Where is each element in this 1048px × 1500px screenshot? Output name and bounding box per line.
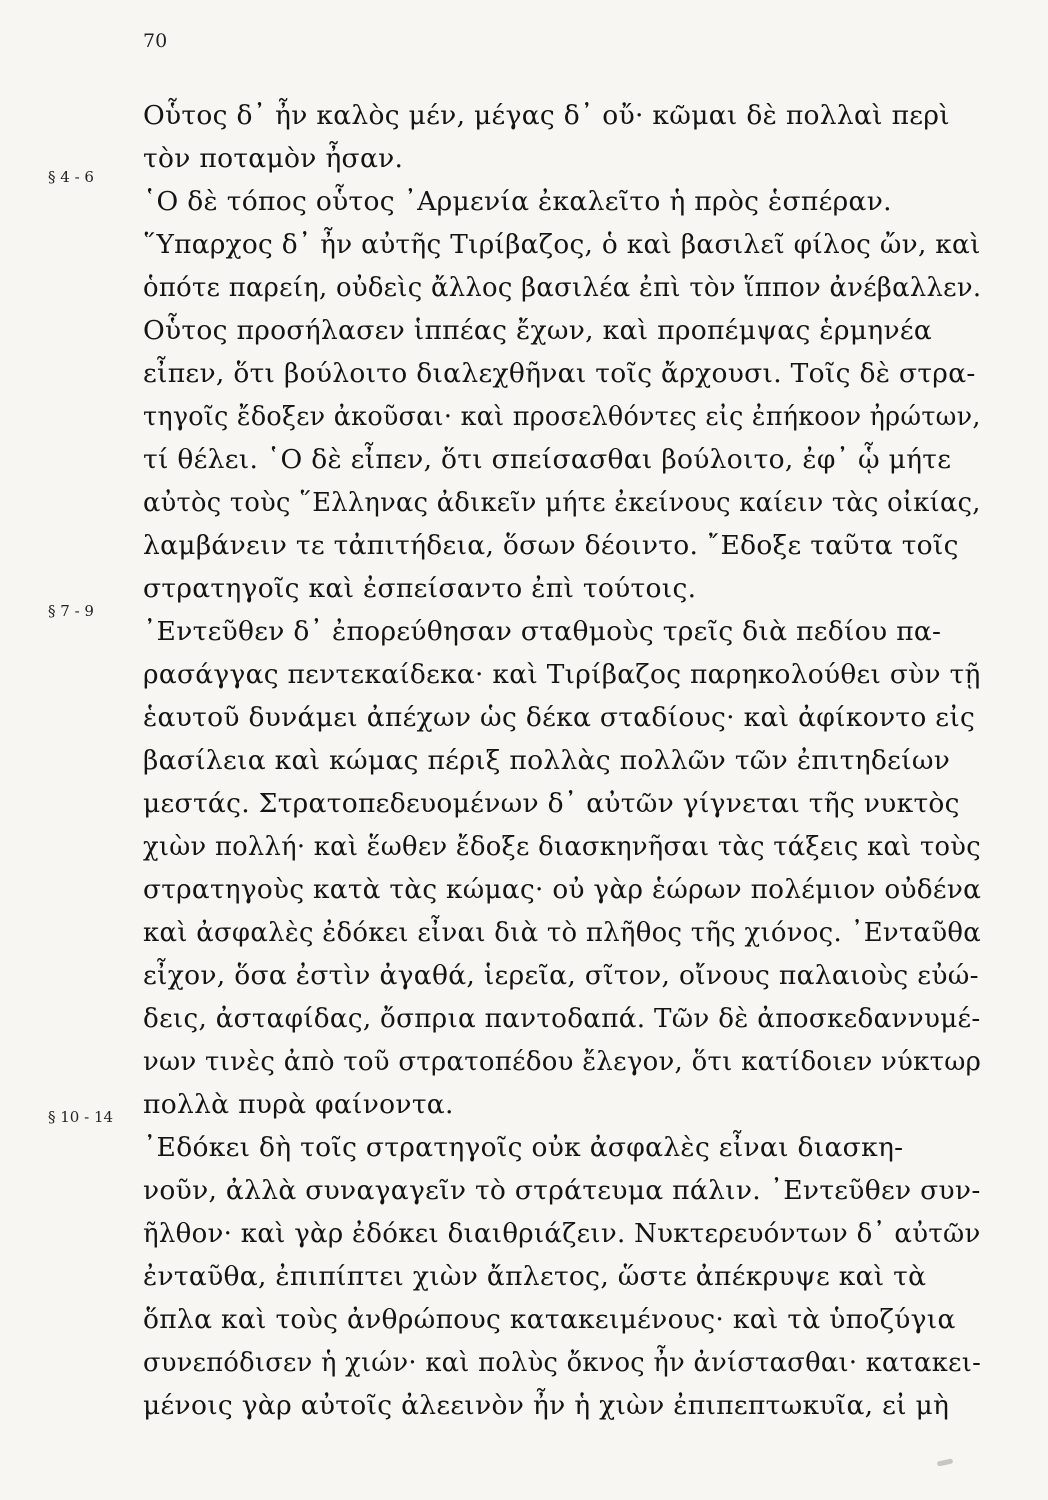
text-line: ὁπότε παρείη, οὐδεὶς ἄλλος βασιλέα ἐπὶ τὸν ἵππον ἀνέβαλλεν. (143, 272, 982, 303)
text-line: μεστάς. Στρατοπεδευομένων δ᾽ αὐτῶν γίγνεται τῆς νυκτὸς (143, 788, 960, 819)
text-line: ᾽Εντεῦθεν δ᾽ ἐπορεύθησαν σταθμοὺς τρεῖς διὰ πεδίου πα- (143, 616, 942, 647)
text-line: Οὗτος δ᾽ ἦν καλὸς μέν, μέγας δ᾽ οὔ· κῶμαι δὲ πολλαὶ περὶ (143, 100, 950, 131)
text-line: νων τινὲς ἀπὸ τοῦ στρατοπέδου ἔλεγον, ὅτι κατίδοιεν νύκτωρ (143, 1046, 982, 1077)
text-line: ῾Ο δὲ τόπος οὗτος ᾽Αρμενία ἐκαλεῖτο ἡ πρὸς ἑσπέραν. (143, 186, 892, 217)
text-line: ὅπλα καὶ τοὺς ἀνθρώπους κατακειμένους· καὶ τὰ ὑποζύγια (143, 1304, 956, 1335)
text-line: στρατηγοῖς καὶ ἐσπείσαντο ἐπὶ τούτοις. (143, 573, 697, 604)
text-line: δεις, ἀσταφίδας, ὄσπρια παντοδαπά. Τῶν δὲ ἀποσκεδαννυμέ- (143, 1003, 981, 1034)
text-line: ῞Υπαρχος δ᾽ ἦν αὐτῆς Τιρίβαζος, ὁ καὶ βασιλεῖ φίλος ὤν, καὶ (143, 229, 981, 260)
text-line: συνεπόδισεν ἡ χιών· καὶ πολὺς ὄκνος ἦν ἀνίστασθαι· κατακει- (143, 1347, 982, 1378)
text-line: στρατηγοὺς κατὰ τὰς κώμας· οὐ γὰρ ἑώρων πολέμιον οὐδένα (143, 874, 982, 905)
ink-smudge (937, 1458, 954, 1466)
text-line: ρασάγγας πεντεκαίδεκα· καὶ Τιρίβαζος παρηκολούθει σὺν τῇ (143, 659, 981, 690)
text-line: τὸν ποταμὸν ἦσαν. (143, 143, 404, 174)
text-line: χιὼν πολλή· καὶ ἕωθεν ἔδοξε διασκηνῆσαι τὰς τάξεις καὶ τοὺς (143, 831, 981, 862)
text-line: καὶ ἀσφαλὲς ἐδόκει εἶναι διὰ τὸ πλῆθος τῆς χιόνος. ᾽Ενταῦθα (143, 917, 982, 948)
text-line: εἶχον, ὅσα ἐστὶν ἀγαθά, ἱερεῖα, σῖτον, οἴνους παλαιοὺς εὐώ- (143, 960, 979, 991)
section-marker-7-9: § 7 - 9 (48, 602, 94, 620)
text-line: τηγοῖς ἔδοξεν ἀκοῦσαι· καὶ προσελθόντες εἰς ἐπήκοον ἠρώτων, (143, 401, 981, 432)
text-line: ᾽Εδόκει δὴ τοῖς στρατηγοῖς οὐκ ἀσφαλὲς εἶναι διασκη- (143, 1132, 904, 1163)
page-number: 70 (143, 30, 168, 52)
text-line: λαμβάνειν τε τἀπιτήδεια, ὅσων δέοιντο. ῎Εδοξε ταῦτα τοῖς (143, 530, 959, 561)
text-line: βασίλεια καὶ κώμας πέριξ πολλὰς πολλῶν τῶν ἐπιτηδείων (143, 745, 951, 776)
text-line: Οὗτος προσήλασεν ἱππέας ἔχων, καὶ προπέμψας ἑρμηνέα (143, 315, 933, 346)
section-marker-4-6: § 4 - 6 (48, 168, 94, 186)
text-line: αὐτὸς τοὺς ῞Ελληνας ἀδικεῖν μήτε ἐκείνους καίειν τὰς οἰκίας, (143, 487, 981, 518)
text-line: ἐνταῦθα, ἐπιπίπτει χιὼν ἄπλετος, ὥστε ἀπέκρυψε καὶ τὰ (143, 1261, 927, 1292)
text-line: πολλὰ πυρὰ φαίνοντα. (143, 1089, 454, 1120)
text-line: τί θέλει. ῾Ο δὲ εἶπεν, ὅτι σπείσασθαι βούλοιτο, ἐφ᾽ ᾧ μήτε (143, 444, 952, 475)
text-line: ἑαυτοῦ δυνάμει ἀπέχων ὡς δέκα σταδίους· καὶ ἀφίκοντο εἰς (143, 702, 976, 733)
text-line: εἶπεν, ὅτι βούλοιτο διαλεχθῆναι τοῖς ἄρχουσι. Τοῖς δὲ στρα- (143, 358, 976, 389)
text-line: ῆλθον· καὶ γὰρ ἐδόκει διαιθριάζειν. Νυκτερευόντων δ᾽ αὐτῶν (143, 1218, 981, 1249)
section-marker-10-14: § 10 - 14 (48, 1108, 114, 1126)
text-line: μένοις γὰρ αὐτοῖς ἀλεεινὸν ἦν ἡ χιὼν ἐπιπεπτωκυῖα, εἰ μὴ (143, 1390, 950, 1421)
text-line: νοῦν, ἀλλὰ συναγαγεῖν τὸ στράτευμα πάλιν. ᾽Εντεῦθεν συν- (143, 1175, 981, 1206)
